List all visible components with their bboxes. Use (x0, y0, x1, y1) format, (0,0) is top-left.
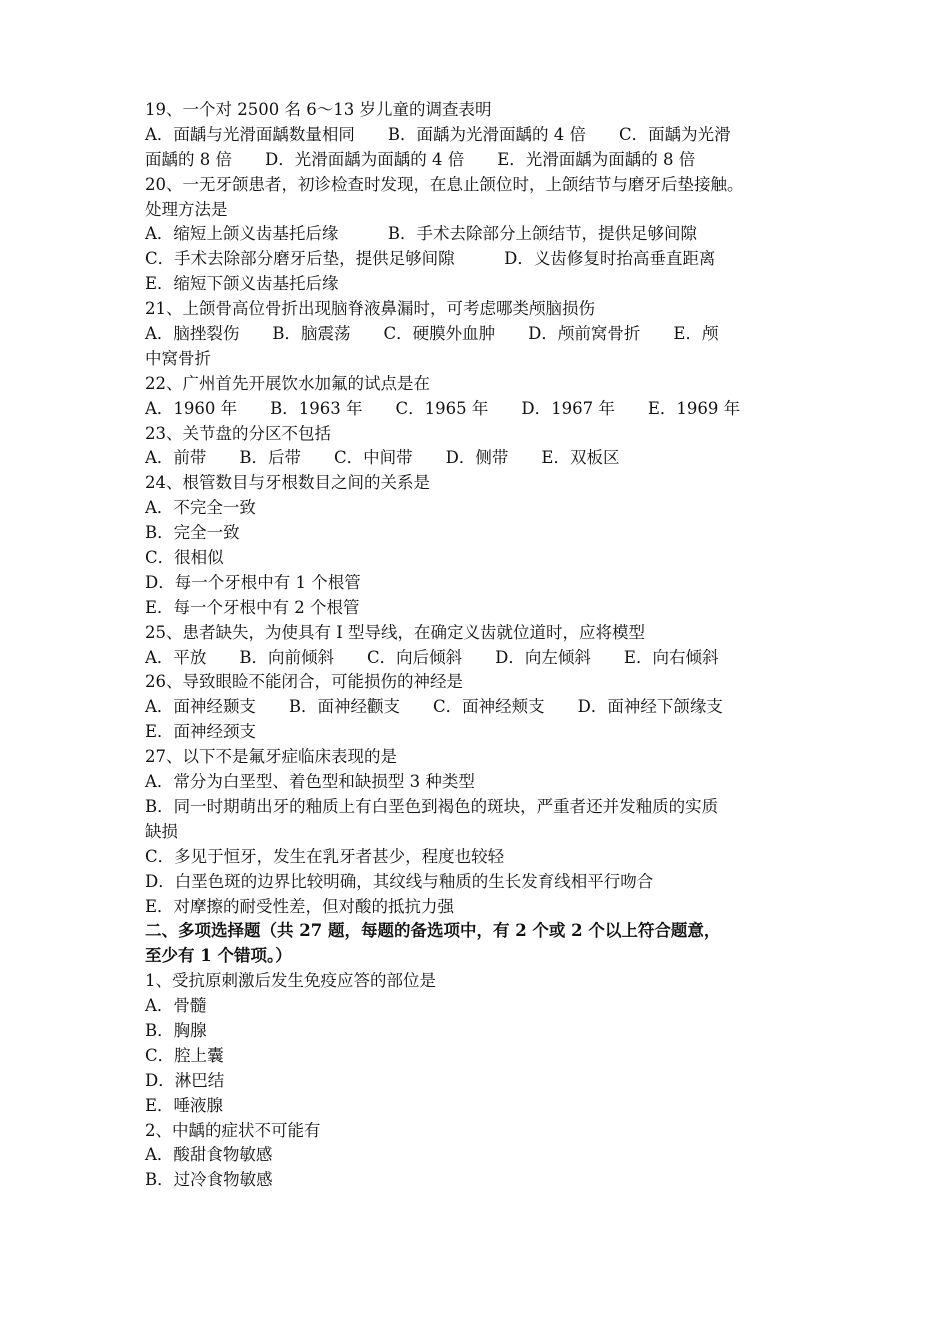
text-line: 缺损 (145, 821, 178, 841)
text-line: C．手术去除部分磨牙后垫，提供足够间隙 D．义齿修复时抬高垂直距离 (145, 249, 716, 269)
text-line: 20、一无牙颌患者，初诊检查时发现，在息止颌位时，上颌结节与磨牙后垫接触。 (145, 174, 744, 194)
text-line: E．面神经颈支 (145, 722, 257, 742)
text-line: C．很相似 (145, 548, 224, 568)
text-line: 27、以下不是氟牙症临床表现的是 (145, 747, 397, 767)
text-line: 26、导致眼睑不能闭合，可能损伤的神经是 (145, 672, 463, 692)
text-line: 22、广州首先开展饮水加氟的试点是在 (145, 373, 430, 393)
text-line: A．面神经颞支 B．面神经颧支 C．面神经颊支 D．面神经下颌缘支 (145, 697, 723, 717)
text-line: 24、根管数目与牙根数目之间的关系是 (145, 473, 430, 493)
text-line: 25、患者缺失，为使具有 I 型导线，在确定义齿就位道时，应将模型 (145, 622, 646, 642)
text-line: 处理方法是 (145, 199, 228, 219)
text-line: D．每一个牙根中有 1 个根管 (145, 572, 361, 592)
text-line: A．面龋与光滑面龋数量相同 B．面龋为光滑面龋的 4 倍 C．面龋为光滑 (145, 124, 731, 144)
text-line: A．常分为白垩型、着色型和缺损型 3 种类型 (145, 772, 475, 792)
text-line: D．白垩色斑的边界比较明确，其纹线与釉质的生长发育线相平行吻合 (145, 871, 654, 891)
text-line: B．胸腺 (145, 1020, 207, 1040)
text-line: A．骨髓 (145, 996, 207, 1016)
text-line: A．平放 B．向前倾斜 C．向后倾斜 D．向左倾斜 E．向右倾斜 (145, 647, 719, 667)
text-line: 面龋的 8 倍 D．光滑面龋为面龋的 4 倍 E．光滑面龋为面龋的 8 倍 (145, 149, 696, 169)
text-line: A．脑挫裂伤 B．脑震荡 C．硬膜外血肿 D．颅前窝骨折 E．颅 (145, 324, 719, 344)
text-line: A．1960 年 B．1963 年 C．1965 年 D．1967 年 E．1969 年 (145, 398, 741, 418)
text-line: E．唾液腺 (145, 1095, 224, 1115)
text-line: 23、关节盘的分区不包括 (145, 423, 331, 443)
text-line: D．淋巴结 (145, 1070, 225, 1090)
section-heading-line: 二、多项选择题（共 27 题，每题的备选项中，有 2 个或 2 个以上符合题意， (145, 921, 721, 941)
text-line: E．每一个牙根中有 2 个根管 (145, 597, 360, 617)
text-line: A．前带 B．后带 C．中间带 D．侧带 E．双板区 (145, 448, 620, 468)
text-line: C．腔上囊 (145, 1045, 224, 1065)
text-line: 21、上颌骨高位骨折出现脑脊液鼻漏时，可考虑哪类颅脑损伤 (145, 299, 595, 319)
text-line: B．过冷食物敏感 (145, 1170, 273, 1190)
document-body (145, 98, 810, 1193)
text-line: 2、中龋的症状不可能有 (145, 1120, 321, 1140)
text-line: E．缩短下颌义齿基托后缘 (145, 274, 339, 294)
section-heading-line: 至少有 1 个错项。） (145, 946, 292, 966)
text-line: 19、一个对 2500 名 6～13 岁儿童的调查表明 (145, 100, 492, 119)
text-line: 中窝骨折 (145, 348, 211, 368)
text-line: C．多见于恒牙，发生在乳牙者甚少，程度也较轻 (145, 846, 505, 866)
text-line: A．缩短上颌义齿基托后缘 B．手术去除部分上颌结节，提供足够间隙 (145, 224, 698, 244)
text-line: B．同一时期萌出牙的釉质上有白垩色到褐色的斑块，严重者还并发釉质的实质 (145, 796, 719, 816)
text-line: B．完全一致 (145, 523, 240, 543)
text-line: 1、受抗原刺激后发生免疫应答的部位是 (145, 971, 436, 991)
text-line: A．酸甜食物敏感 (145, 1145, 273, 1165)
text-line: E．对摩擦的耐受性差，但对酸的抵抗力强 (145, 896, 455, 916)
text-line: A．不完全一致 (145, 498, 256, 518)
